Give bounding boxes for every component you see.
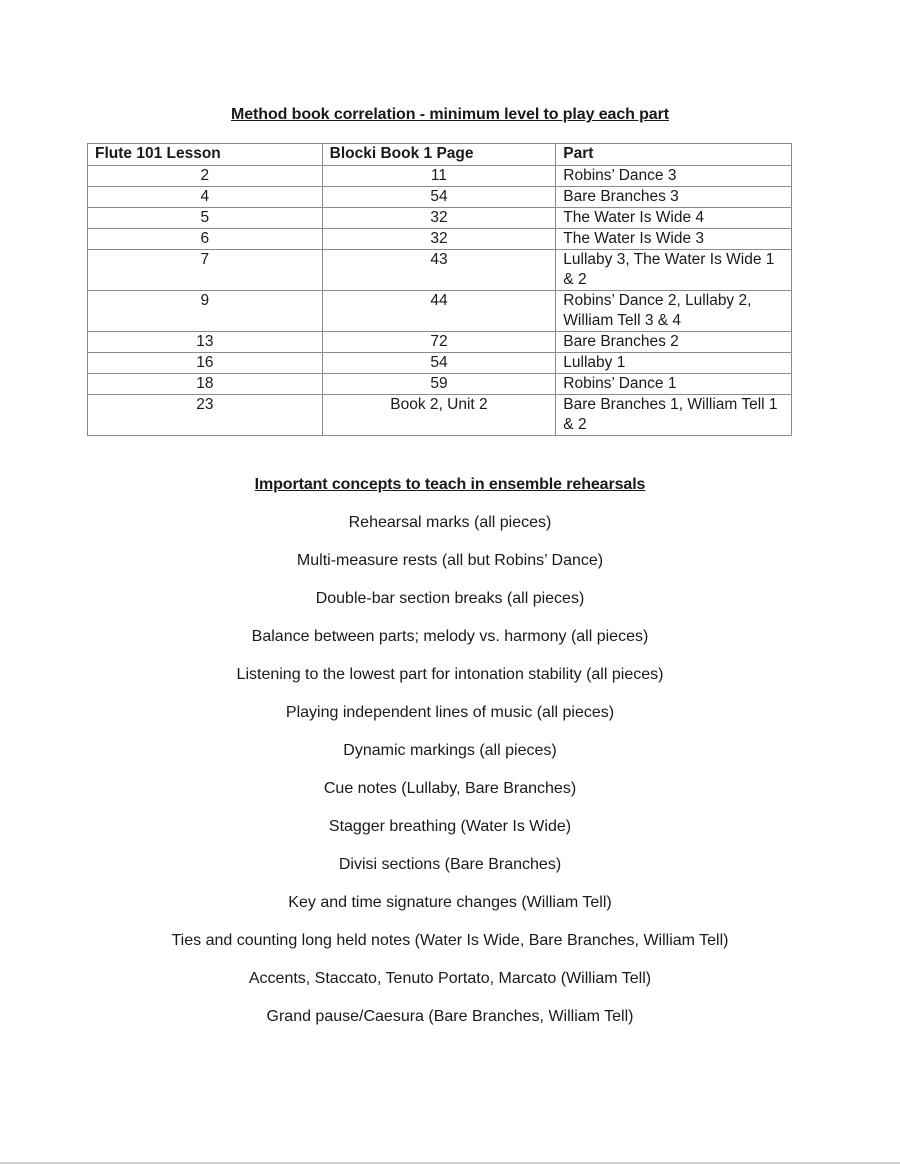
lesson-cell: 2 (88, 166, 323, 187)
lesson-cell: 6 (88, 229, 323, 250)
page-cell: 59 (322, 374, 556, 395)
lesson-cell: 7 (88, 250, 323, 291)
table-row (88, 229, 792, 250)
table-row (88, 187, 792, 208)
list-item: Key and time signature changes (William Tell) (288, 894, 612, 911)
table-row (88, 353, 792, 374)
table-row (88, 291, 792, 332)
concepts-list (0, 512, 900, 1044)
lesson-cell: 18 (88, 374, 323, 395)
part-cell: Robins’ Dance 2, Lullaby 2, William Tell 3 & 4 (556, 291, 792, 332)
list-item: Playing independent lines of music (all pieces) (285, 704, 615, 721)
lesson-cell: 13 (88, 332, 323, 353)
table-row (88, 250, 792, 291)
column-header-lesson: Flute 101 Lesson (88, 144, 323, 166)
list-item: Dynamic markings (all pieces) (343, 742, 557, 759)
part-cell: The Water Is Wide 4 (556, 208, 792, 229)
correlation-table (87, 143, 792, 436)
list-item: Multi-measure rests (all but Robins’ Dance) (296, 552, 604, 569)
column-header-part: Part (556, 144, 792, 166)
page-cell: 54 (322, 187, 556, 208)
table-row (88, 374, 792, 395)
list-item: Accents, Staccato, Tenuto Portato, Marcato (William Tell) (248, 970, 652, 987)
part-cell: Lullaby 3, The Water Is Wide 1 & 2 (556, 250, 792, 291)
correlation-title: Method book correlation - minimum level to play each part (231, 106, 669, 123)
table-header-row (88, 144, 792, 166)
part-cell: Robins’ Dance 3 (556, 166, 792, 187)
part-cell: Bare Branches 3 (556, 187, 792, 208)
page-cell: 54 (322, 353, 556, 374)
part-cell: Lullaby 1 (556, 353, 792, 374)
table-row (88, 332, 792, 353)
part-cell: Robins’ Dance 1 (556, 374, 792, 395)
page-cell: 43 (322, 250, 556, 291)
lesson-cell: 4 (88, 187, 323, 208)
list-item: Divisi sections (Bare Branches) (338, 856, 562, 873)
part-cell: Bare Branches 1, William Tell 1 & 2 (556, 395, 792, 436)
lesson-cell: 9 (88, 291, 323, 332)
page-cell: 72 (322, 332, 556, 353)
list-item: Double-bar section breaks (all pieces) (315, 590, 585, 607)
list-item: Listening to the lowest part for intonation stability (all pieces) (236, 666, 664, 683)
list-item: Grand pause/Caesura (Bare Branches, William Tell) (266, 1008, 634, 1025)
page-cell: 11 (322, 166, 556, 187)
column-header-page: Blocki Book 1 Page (322, 144, 556, 166)
list-item: Rehearsal marks (all pieces) (348, 514, 552, 531)
lesson-cell: 16 (88, 353, 323, 374)
table-row (88, 395, 792, 436)
list-item: Ties and counting long held notes (Water Is Wide, Bare Branches, William Tell) (171, 932, 729, 949)
concepts-title: Important concepts to teach in ensemble rehearsals (254, 476, 646, 493)
lesson-cell: 5 (88, 208, 323, 229)
part-cell: Bare Branches 2 (556, 332, 792, 353)
list-item: Stagger breathing (Water Is Wide) (328, 818, 572, 835)
table-row (88, 166, 792, 187)
page-cell: Book 2, Unit 2 (322, 395, 556, 436)
part-cell: The Water Is Wide 3 (556, 229, 792, 250)
page-cell: 32 (322, 208, 556, 229)
table-row (88, 208, 792, 229)
page-cell: 32 (322, 229, 556, 250)
page-cell: 44 (322, 291, 556, 332)
list-item: Cue notes (Lullaby, Bare Branches) (323, 780, 577, 797)
list-item: Balance between parts; melody vs. harmony (all pieces) (251, 628, 649, 645)
lesson-cell: 23 (88, 395, 323, 436)
